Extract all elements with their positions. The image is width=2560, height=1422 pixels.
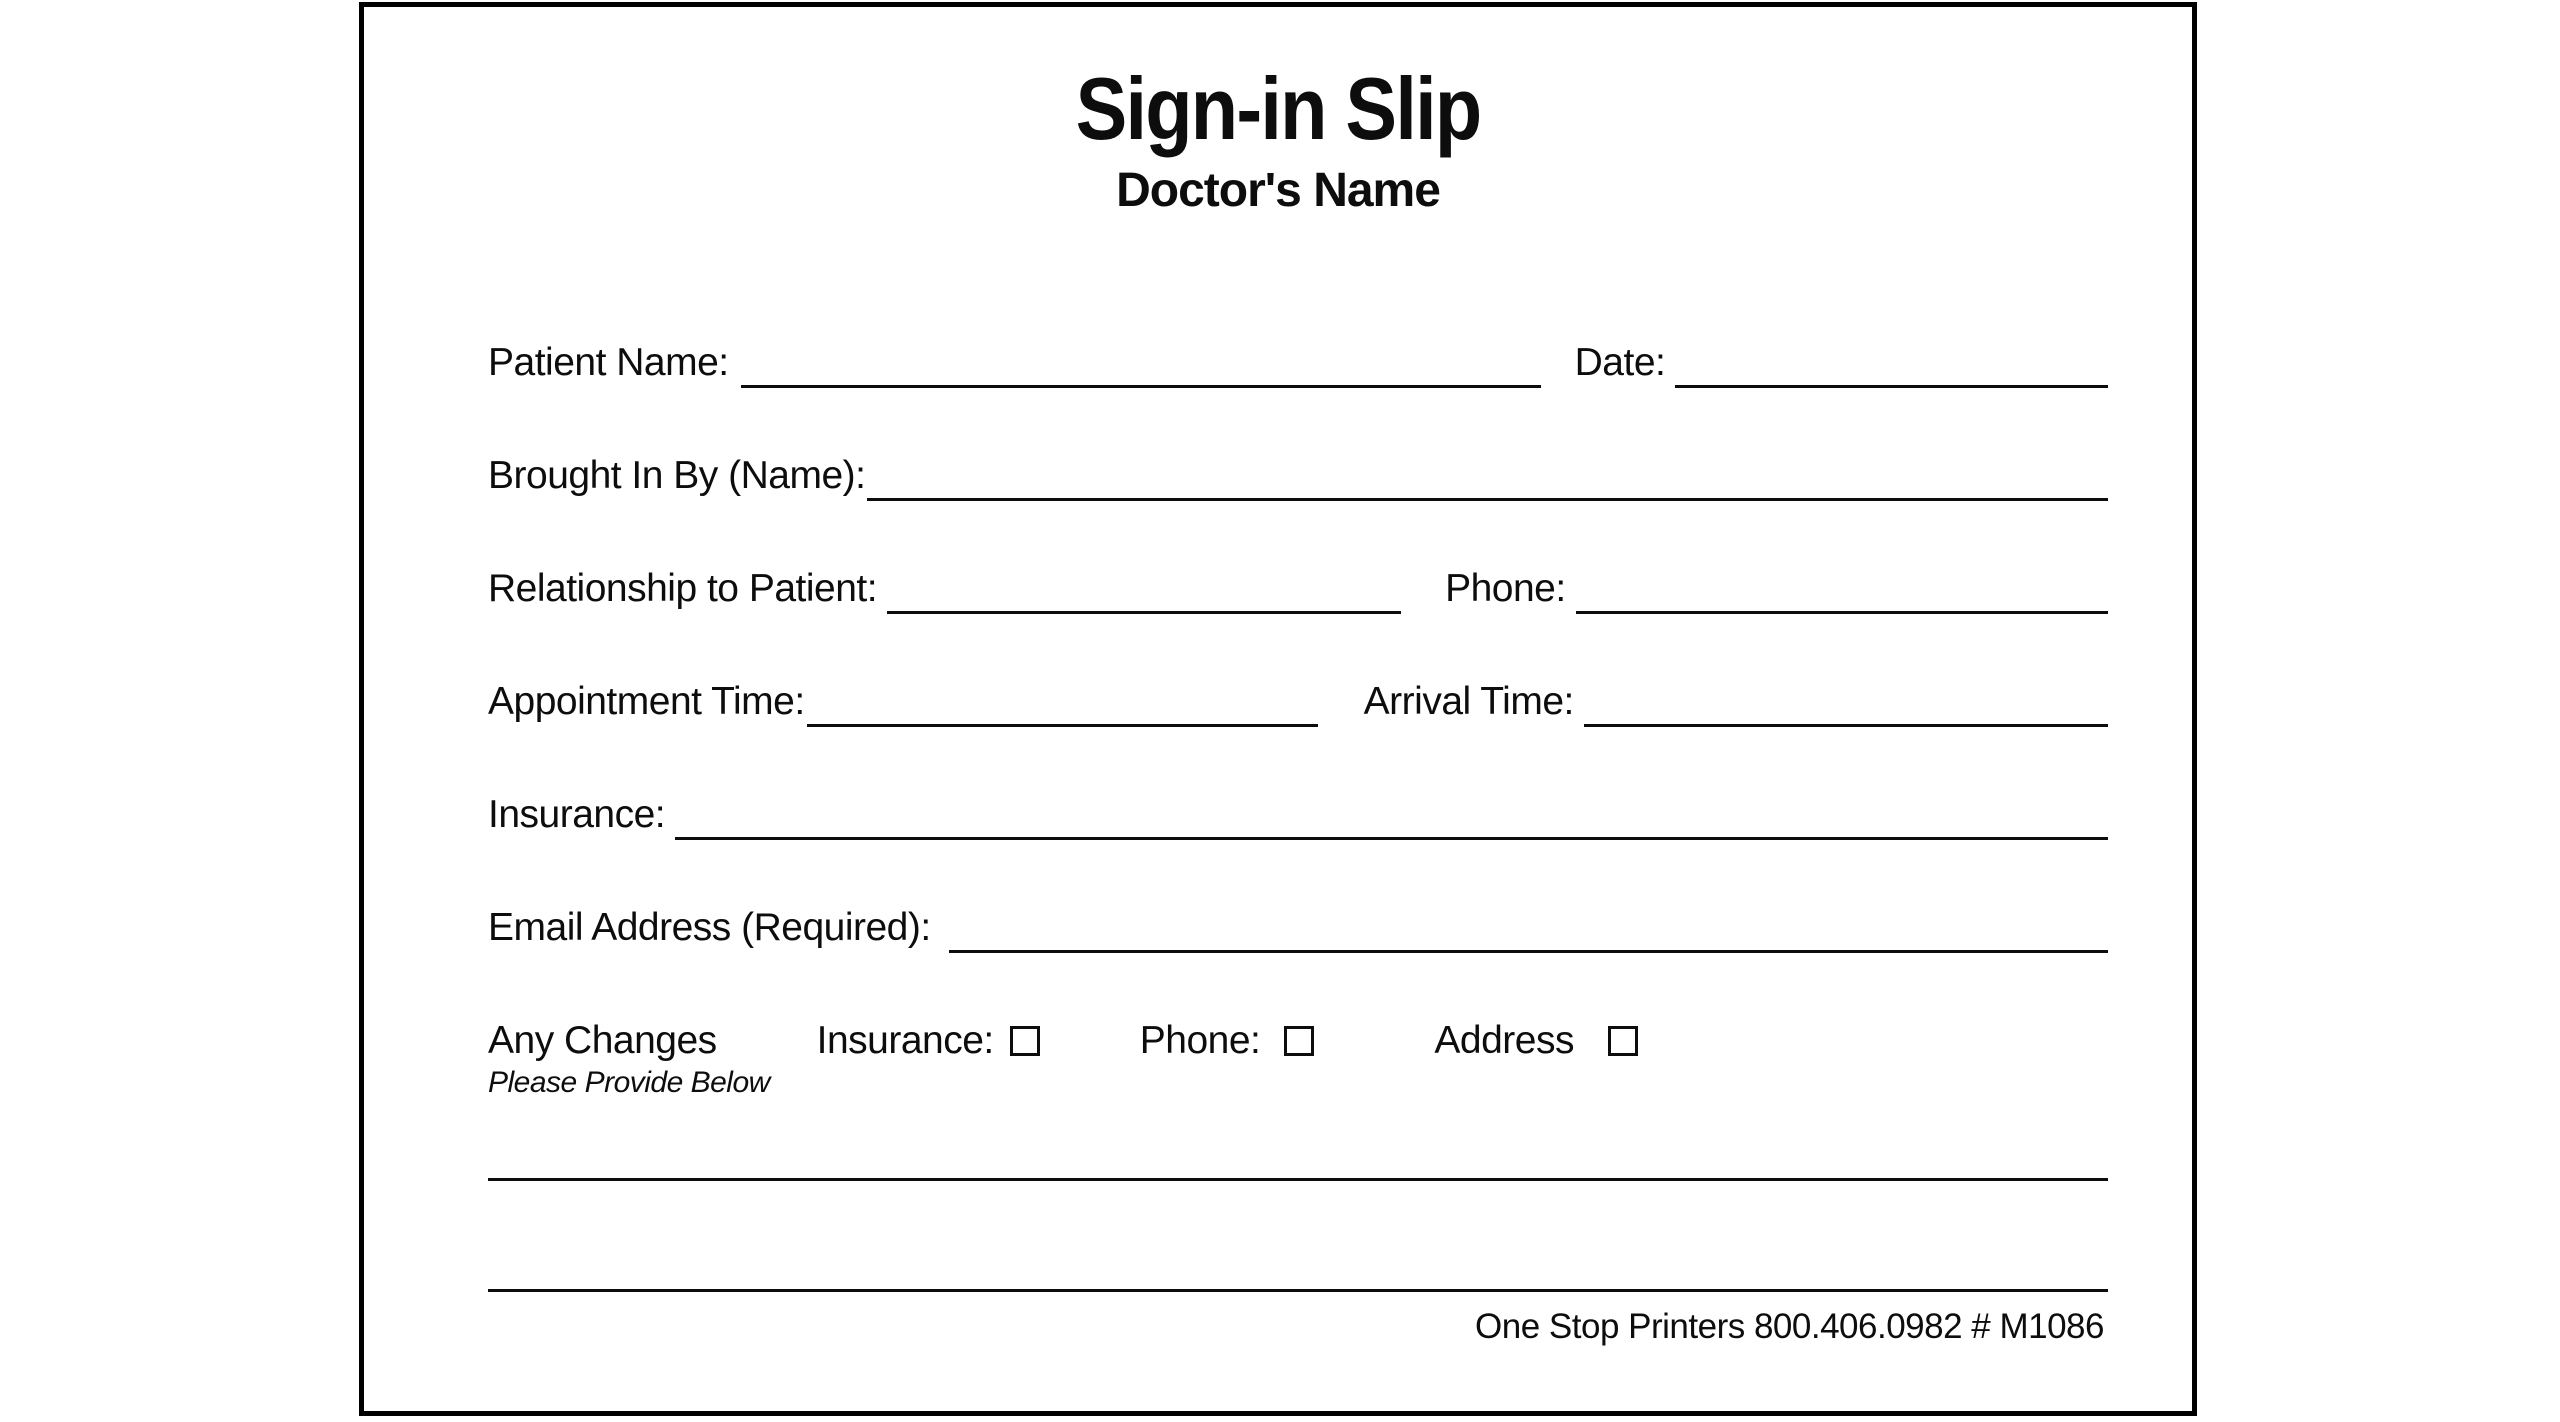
- patient-name-label: Patient Name:: [488, 341, 729, 384]
- email-row: [488, 900, 2108, 956]
- changes-insurance-label: Insurance:: [816, 1019, 994, 1062]
- insurance-row: [488, 787, 2108, 843]
- date-label: Date:: [1574, 341, 1666, 384]
- appointment-time-field-line[interactable]: [807, 684, 1318, 727]
- changes-write-in-line-2[interactable]: [488, 1243, 2108, 1292]
- sign-in-slip-form: [359, 2, 2197, 1416]
- relationship-label: Relationship to Patient:: [488, 567, 878, 610]
- address-change-checkbox[interactable]: [1608, 1026, 1638, 1056]
- any-changes-row: [488, 1013, 2108, 1069]
- changes-address-label: Address: [1434, 1019, 1574, 1062]
- relationship-field-line[interactable]: [887, 571, 1401, 614]
- arrival-time-field-line[interactable]: [1584, 684, 2108, 727]
- insurance-field-line[interactable]: [675, 797, 2108, 840]
- arrival-time-label: Arrival Time:: [1363, 680, 1574, 723]
- changes-phone-label: Phone:: [1139, 1019, 1261, 1062]
- insurance-label: Insurance:: [488, 793, 666, 836]
- insurance-change-checkbox[interactable]: [1010, 1026, 1040, 1056]
- any-changes-label: Any Changes: [488, 1019, 717, 1062]
- changes-write-in-line-1[interactable]: [488, 1132, 2108, 1181]
- doctor-name-heading: Doctor's Name: [1116, 164, 1440, 217]
- phone-label: Phone:: [1445, 567, 1566, 610]
- brought-in-by-row: [488, 448, 2108, 504]
- date-field-line[interactable]: [1675, 345, 2108, 388]
- phone-change-checkbox[interactable]: [1284, 1026, 1314, 1056]
- patient-name-row: [488, 335, 2108, 391]
- patient-name-field-line[interactable]: [741, 345, 1541, 388]
- relationship-row: [488, 561, 2108, 617]
- email-field-line[interactable]: [949, 910, 2108, 953]
- brought-in-by-field-line[interactable]: [867, 458, 2108, 501]
- email-label: Email Address (Required):: [488, 906, 931, 949]
- form-title: Sign-in Slip: [1075, 59, 1481, 158]
- appointment-time-label: Appointment Time:: [488, 680, 805, 723]
- brought-in-by-label: Brought In By (Name):: [488, 454, 866, 497]
- appointment-time-row: [488, 674, 2108, 730]
- please-provide-below-note: Please Provide Below: [488, 1066, 770, 1099]
- printer-info: One Stop Printers 800.406.0982 # M1086: [1475, 1307, 2104, 1346]
- phone-field-line[interactable]: [1576, 571, 2108, 614]
